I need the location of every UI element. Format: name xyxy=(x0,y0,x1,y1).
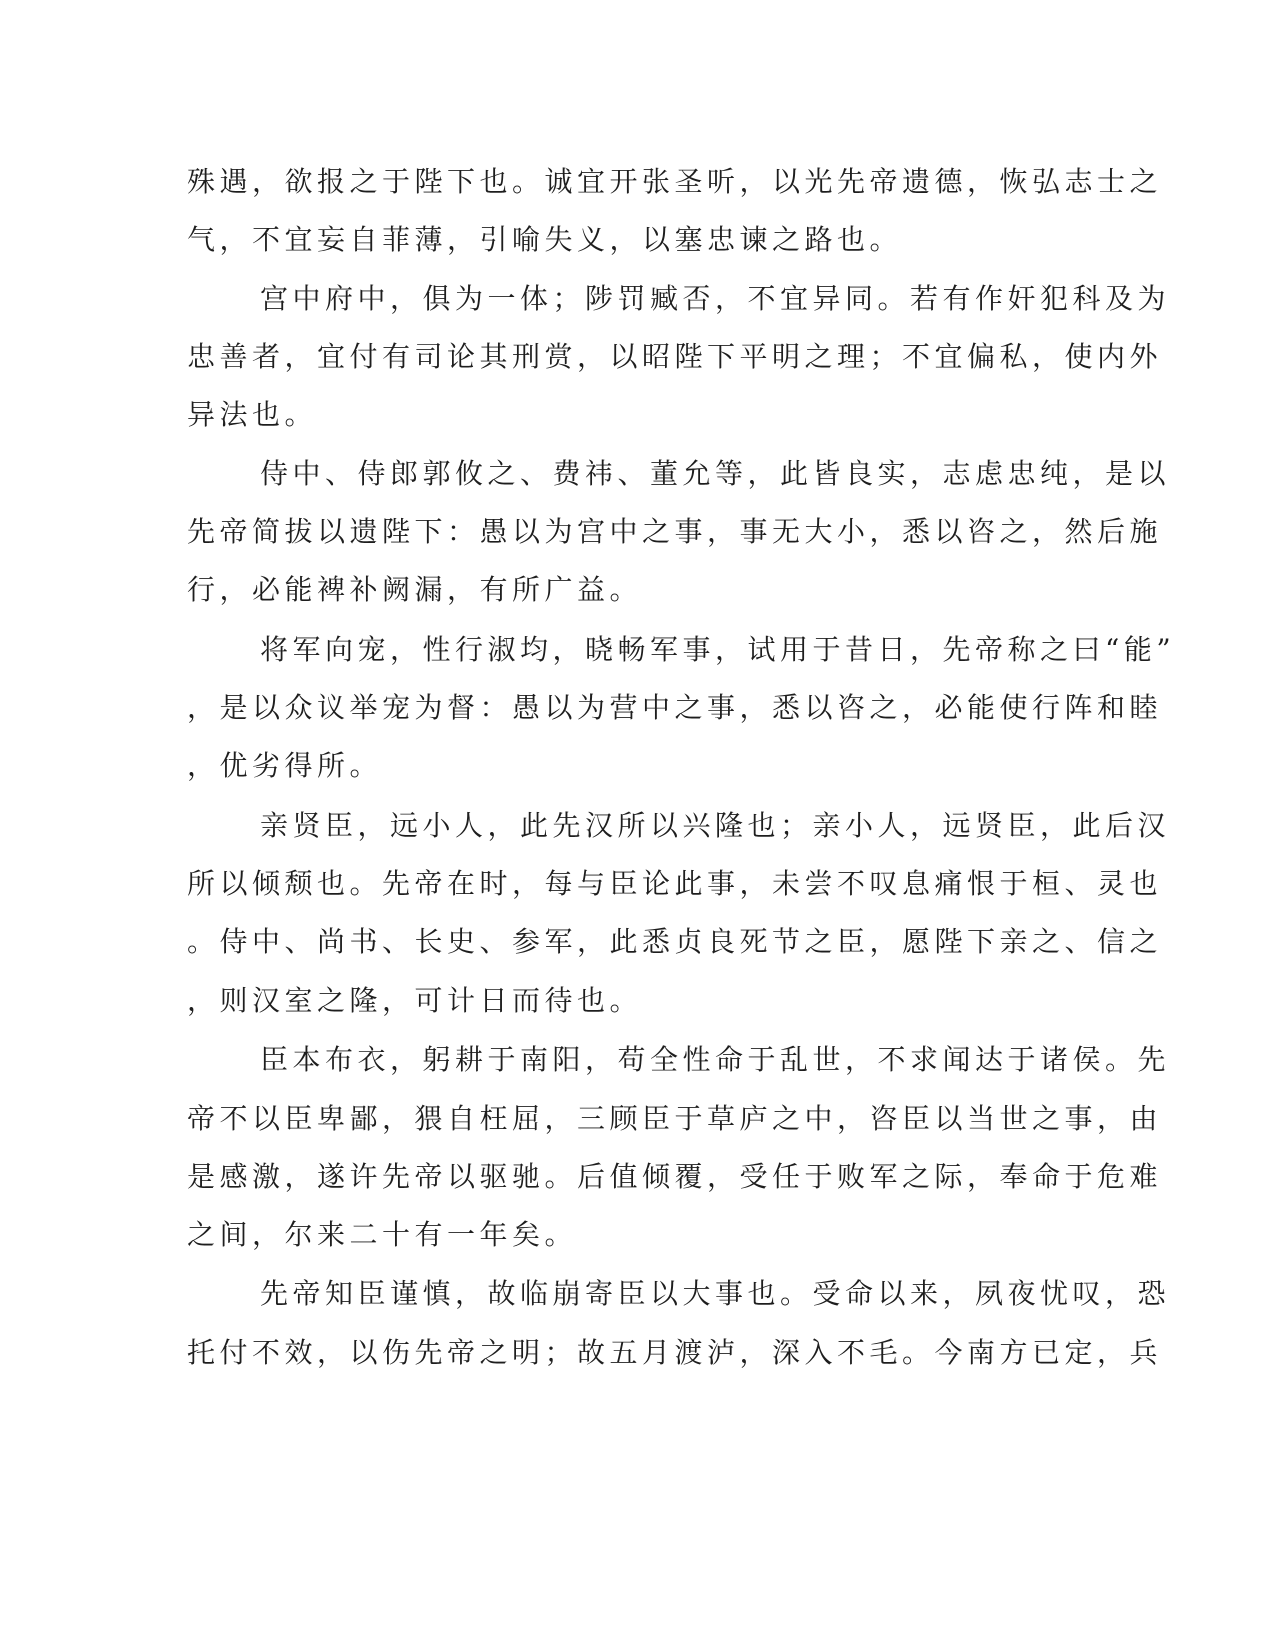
text-line: 气，不宜妄自菲薄，引喻失义，以塞忠谏之路也。 xyxy=(187,223,903,256)
text-line: ，是以众议举宠为督：愚以为营中之事，悉以咨之，必能使行阵和睦 xyxy=(187,691,1163,724)
text-line: 先帝简拔以遗陛下：愚以为宫中之事，事无大小，悉以咨之，然后施 xyxy=(187,515,1163,548)
text-line: ，优劣得所。 xyxy=(187,749,383,782)
text-line: 殊遇，欲报之于陛下也。诚宜开张圣听，以光先帝遗德，恢弘志士之 xyxy=(187,165,1163,198)
text-line: 托付不效，以伤先帝之明；故五月渡泸，深入不毛。今南方已定，兵 xyxy=(187,1336,1163,1369)
text-line: 之间，尔来二十有一年矣。 xyxy=(187,1218,578,1251)
text-line: 。侍中、尚书、长史、参军，此悉贞良死节之臣，愿陛下亲之、信之 xyxy=(187,925,1163,958)
text-line: ，则汉室之隆，可计日而待也。 xyxy=(187,984,643,1017)
text-line: 忠善者，宜付有司论其刑赏，以昭陛下平明之理；不宜偏私，使内外 xyxy=(187,340,1163,373)
paragraph-first-line: 亲贤臣，远小人，此先汉所以兴隆也；亲小人，远贤臣，此后汉 xyxy=(260,809,1171,842)
text-line: 行，必能裨补阙漏，有所广益。 xyxy=(187,573,643,606)
paragraph-first-line: 宫中府中，俱为一体；陟罚臧否，不宜异同。若有作奸犯科及为 xyxy=(260,282,1171,315)
text-line: 是感激，遂许先帝以驱驰。后值倾覆，受任于败军之际，奉命于危难 xyxy=(187,1160,1163,1193)
text-line: 帝不以臣卑鄙，猥自枉屈，三顾臣于草庐之中，咨臣以当世之事，由 xyxy=(187,1102,1163,1135)
paragraph-first-line: 将军向宠，性行淑均，晓畅军事，试用于昔日，先帝称之曰“能” xyxy=(260,633,1176,666)
text-line: 所以倾颓也。先帝在时，每与臣论此事，未尝不叹息痛恨于桓、灵也 xyxy=(187,867,1163,900)
paragraph-first-line: 臣本布衣，躬耕于南阳，苟全性命于乱世，不求闻达于诸侯。先 xyxy=(260,1043,1171,1076)
text-line: 异法也。 xyxy=(187,398,318,431)
paragraph-first-line: 先帝知臣谨慎，故临崩寄臣以大事也。受命以来，夙夜忧叹，恐 xyxy=(260,1277,1171,1310)
paragraph-first-line: 侍中、侍郎郭攸之、费祎、董允等，此皆良实，志虑忠纯，是以 xyxy=(260,457,1171,490)
